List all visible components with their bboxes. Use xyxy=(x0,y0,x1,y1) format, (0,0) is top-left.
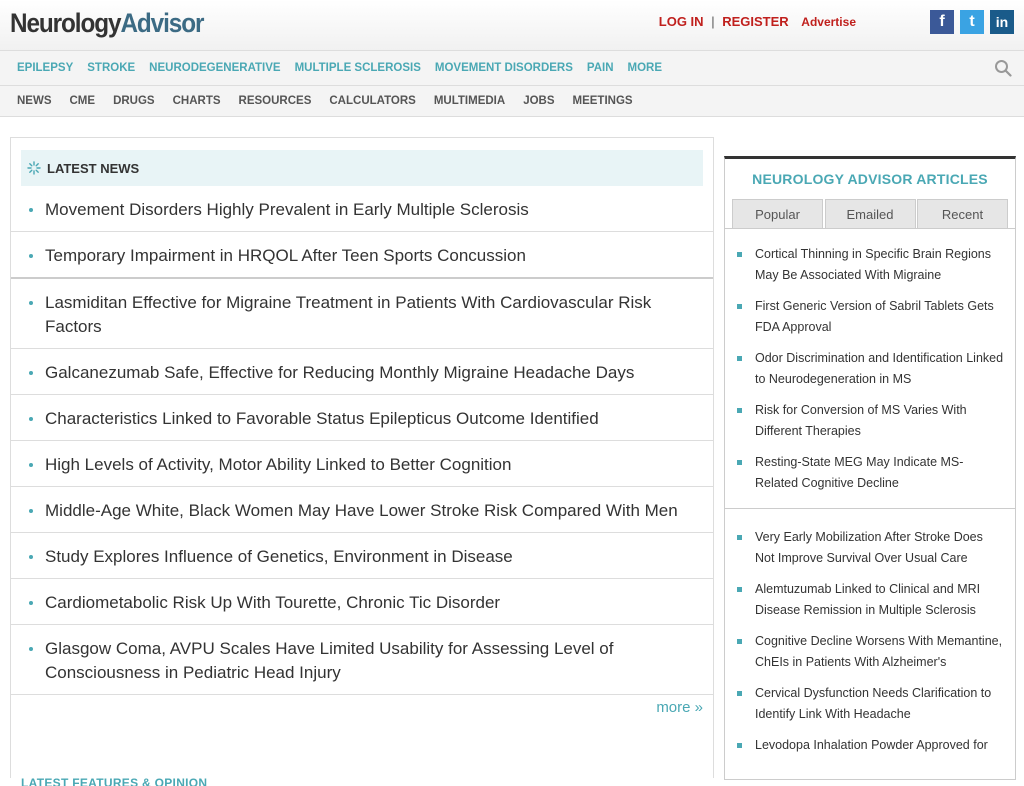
link-separator: | xyxy=(711,14,715,29)
sidebar-article-item[interactable]: First Generic Version of Sabril Tablets Gets FDA Approval xyxy=(725,296,1015,338)
advertise-link[interactable]: Advertise xyxy=(801,15,856,29)
primary-nav xyxy=(0,51,1024,86)
sidebar-article-item[interactable]: Alemtuzumab Linked to Clinical and MRI Disease Remission in Multiple Sclerosis xyxy=(725,579,1015,621)
logo-main-text: Neurology xyxy=(10,8,121,38)
sidebar-tab[interactable]: Popular xyxy=(732,199,823,228)
logo-accent-text: Advisor xyxy=(120,8,204,38)
sidebar-article-item[interactable]: Odor Discrimination and Identification Linked to Neurodegeneration in MS xyxy=(725,348,1015,390)
secondary-nav-item[interactable]: MULTIMEDIA xyxy=(433,95,506,107)
sidebar-tab[interactable]: Emailed xyxy=(825,199,916,228)
site-logo[interactable] xyxy=(10,8,203,39)
primary-nav-item[interactable]: MOVEMENT DISORDERS xyxy=(434,62,573,74)
sidebar-tabs xyxy=(732,199,1008,228)
primary-nav-item[interactable]: MULTIPLE SCLEROSIS xyxy=(294,62,421,74)
news-item[interactable]: Glasgow Coma, AVPU Scales Have Limited Usability for Assessing Level of Consciousness in Pediatric Head Injury xyxy=(11,625,713,695)
sidebar-article-item[interactable]: Levodopa Inhalation Powder Approved for xyxy=(725,735,1015,756)
secondary-nav-item[interactable]: CALCULATORS xyxy=(329,95,416,107)
primary-nav-item[interactable]: PAIN xyxy=(586,62,614,74)
sidebar-article-item[interactable]: Cognitive Decline Worsens With Memantine, ChEIs in Patients With Alzheimer's xyxy=(725,631,1015,673)
news-item[interactable]: Cardiometabolic Risk Up With Tourette, Chronic Tic Disorder xyxy=(11,579,713,625)
primary-nav-item[interactable]: MORE xyxy=(627,62,663,74)
sidebar-tab[interactable]: Recent xyxy=(917,199,1008,228)
sidebar-article-item[interactable]: Very Early Mobilization After Stroke Does Not Improve Survival Over Usual Care xyxy=(725,527,1015,569)
secondary-nav-item[interactable]: CHARTS xyxy=(172,95,221,107)
sidebar-article-item[interactable]: Resting-State MEG May Indicate MS-Related Cognitive Decline xyxy=(725,452,1015,494)
news-item[interactable]: Characteristics Linked to Favorable Status Epilepticus Outcome Identified xyxy=(11,395,713,441)
linkedin-icon[interactable]: in xyxy=(990,10,1014,34)
secondary-nav-item[interactable]: JOBS xyxy=(523,95,555,107)
popular-articles-list xyxy=(725,228,1015,508)
register-link[interactable]: REGISTER xyxy=(722,14,789,29)
news-item[interactable]: Middle-Age White, Black Women May Have Lower Stroke Risk Compared With Men xyxy=(11,487,713,533)
news-item[interactable]: Lasmiditan Effective for Migraine Treatment in Patients With Cardiovascular Risk Factors xyxy=(11,279,713,349)
account-links xyxy=(659,14,856,29)
sidebar-article-item[interactable]: Cortical Thinning in Specific Brain Regions May Be Associated With Migraine xyxy=(725,244,1015,286)
social-links xyxy=(930,10,1014,34)
next-section-heading xyxy=(21,772,221,786)
latest-news-panel xyxy=(10,137,714,786)
sidebar-article-item[interactable]: Risk for Conversion of MS Varies With Different Therapies xyxy=(725,400,1015,442)
site-header xyxy=(0,0,1024,51)
secondary-nav-item[interactable]: NEWS xyxy=(17,95,52,107)
secondary-nav-item[interactable]: CME xyxy=(69,95,96,107)
latest-news-title: LATEST NEWS xyxy=(47,160,140,176)
news-item[interactable]: Movement Disorders Highly Prevalent in Early Multiple Sclerosis xyxy=(11,186,713,232)
news-item[interactable]: Study Explores Influence of Genetics, Environment in Disease xyxy=(11,533,713,579)
login-link[interactable]: LOG IN xyxy=(658,14,704,29)
primary-nav-item[interactable]: NEURODEGENERATIVE xyxy=(149,62,281,74)
sidebar-article-item[interactable]: Cervical Dysfunction Needs Clarification to Identify Link With Headache xyxy=(725,683,1015,725)
sidebar-title: NEUROLOGY ADVISOR ARTICLES xyxy=(752,171,988,187)
latest-news-header xyxy=(21,150,703,186)
next-section-title: LATEST FEATURES & OPINION xyxy=(21,776,208,786)
news-burst-icon xyxy=(27,161,41,175)
more-news-link[interactable]: more » xyxy=(656,699,703,716)
secondary-nav-item[interactable]: MEETINGS xyxy=(572,95,633,107)
more-articles-list xyxy=(725,509,1015,756)
news-item[interactable]: High Levels of Activity, Motor Ability Linked to Better Cognition xyxy=(11,441,713,487)
twitter-icon[interactable]: t xyxy=(960,10,984,34)
facebook-icon[interactable]: f xyxy=(930,10,954,34)
latest-news-list xyxy=(11,186,713,695)
news-item[interactable]: Galcanezumab Safe, Effective for Reducing Monthly Migraine Headache Days xyxy=(11,349,713,395)
primary-nav-item[interactable]: STROKE xyxy=(87,62,136,74)
secondary-nav-item[interactable]: DRUGS xyxy=(113,95,155,107)
search-icon[interactable] xyxy=(994,59,1012,77)
primary-nav-item[interactable]: EPILEPSY xyxy=(17,62,74,74)
news-item[interactable]: Temporary Impairment in HRQOL After Teen Sports Concussion xyxy=(11,232,713,279)
articles-sidebar xyxy=(724,156,1016,780)
secondary-nav-item[interactable]: RESOURCES xyxy=(238,95,312,107)
secondary-nav xyxy=(0,86,1024,117)
